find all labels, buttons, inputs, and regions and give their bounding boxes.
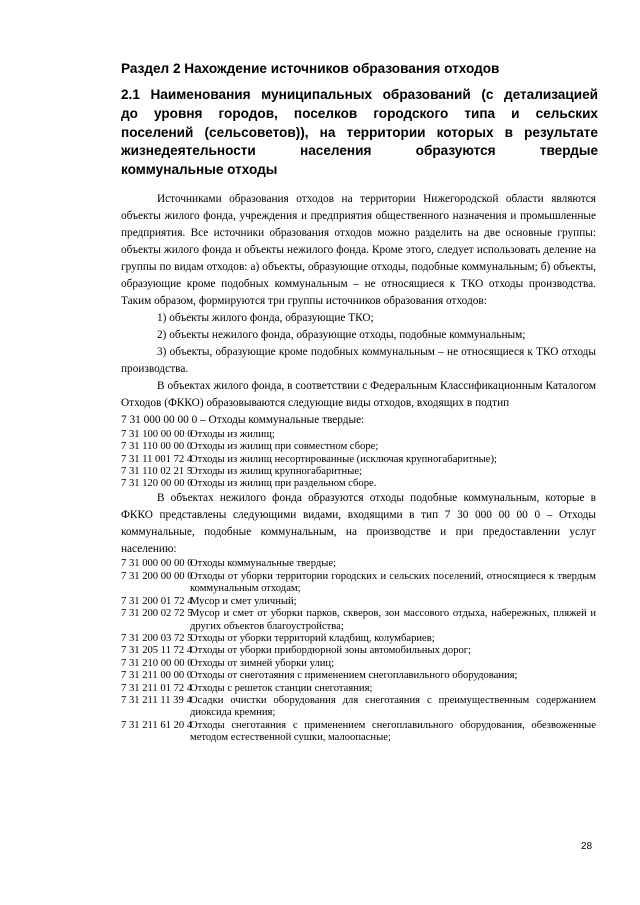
- code-row: [121, 571, 596, 596]
- fkko-code: 7 31 200 02 72 5: [121, 608, 193, 620]
- code-description: Отходы от снеготаяния с применением снегоплавильного оборудования;: [190, 670, 518, 682]
- code-row: [121, 558, 596, 570]
- fkko-code: 7 31 210 00 00 0: [121, 657, 193, 669]
- code-row: [121, 683, 596, 695]
- code-description: Осадки очистки оборудования для снеготаяния с преимущественным содержанием диоксида кремния;: [190, 694, 596, 719]
- code-description: Отходы из жилищ при совместном сборе;: [190, 441, 379, 453]
- paragraph-sources: Источниками образования отходов на территории Нижегородской области являются объекты жилого фонда, учреждения и предприятия общественного назначения и промышленные предприятия. Все источники образования отходов можно разделить на две основные группы: объекты жилого фонда и объекты нежилого фонда. Кроме этого, следует использовать деление на группы по видам отходов: а) объекты, образующие отходы, подобные коммунальным; б) объекты, образующие кроме подобных коммунальным – не относящиеся к ТКО отходы производства. Таким образом, формируются три группы источников образования отходов:: [121, 193, 596, 307]
- section-title: Раздел 2 Нахождение источников образования отходов: [121, 61, 500, 76]
- list-item: 3) объекты, образующие кроме подобных коммунальным – не относящиеся к ТКО отходы производства.: [121, 346, 596, 375]
- code-description: Отходы от зимней уборки улиц;: [190, 657, 335, 669]
- fkko-code: 7 31 11 001 72 4: [121, 453, 193, 465]
- paragraph-residential-tail: 7 31 000 00 00 0 – Отходы коммунальные твердые:: [121, 414, 365, 426]
- code-row: [121, 633, 596, 645]
- code-description: Отходы коммунальные твердые;: [190, 558, 337, 570]
- code-description: Отходы из жилищ крупногабаритные;: [190, 465, 362, 477]
- code-row: [121, 441, 596, 453]
- code-description: Мусор и смет уличный;: [190, 595, 297, 607]
- fkko-code: 7 31 110 00 00 0: [121, 441, 193, 453]
- code-row: [121, 429, 596, 441]
- code-row: [121, 596, 596, 608]
- subsection-line: до уровня городов, поселков городского типа и сельских: [121, 105, 598, 121]
- code-row: [121, 608, 596, 633]
- fkko-code: 7 31 200 01 72 4: [121, 595, 193, 607]
- list-item: 2) объекты нежилого фонда, образующие отходы, подобные коммунальным;: [157, 329, 526, 341]
- fkko-code: 7 31 120 00 00 0: [121, 478, 193, 490]
- code-row: [121, 720, 596, 745]
- code-description: Отходы с решеток станции снеготаяния;: [190, 682, 373, 694]
- fkko-code: 7 31 000 00 00 0: [121, 558, 193, 570]
- list-item: 1) объекты жилого фонда, образующие ТКО;: [157, 312, 374, 324]
- paragraph-residential: В объектах жилого фонда, в соответствии с Федеральным Классификационным Каталогом Отходов (ФККО) образовываются следующие виды отходов, входящих в подтип: [121, 380, 596, 409]
- code-description: Отходы от уборки территорий кладбищ, колумбариев;: [190, 632, 435, 644]
- paragraph-nonresidential: В объектах нежилого фонда образуются отходы подобные коммунальным, которые в ФККО представлены следующими видами, входящими в тип 7 30 000 00 00 0 – Отходы коммунальные, подобные коммунальным, на производстве и при предоставлении услуг населению:: [121, 492, 596, 556]
- code-description: Отходы из жилищ несортированные (исключая крупногабаритные);: [190, 453, 497, 465]
- page-number: 28: [581, 841, 593, 852]
- fkko-code: 7 31 205 11 72 4: [121, 645, 193, 657]
- fkko-code: 7 31 211 01 72 4: [121, 682, 193, 694]
- subsection-line: коммунальные отходы: [121, 162, 278, 178]
- fkko-code: 7 31 100 00 00 0: [121, 429, 193, 440]
- fkko-codes-residential: [121, 429, 596, 490]
- fkko-code: 7 31 211 61 20 4: [121, 719, 193, 731]
- fkko-code: 7 31 200 00 00 0: [121, 570, 193, 582]
- fkko-code: 7 31 200 03 72 5: [121, 632, 193, 644]
- code-row: [121, 466, 596, 478]
- fkko-codes-nonresidential: [121, 558, 596, 744]
- code-description: Отходы из жилищ;: [190, 429, 275, 440]
- code-row: [121, 478, 596, 490]
- code-row: [121, 658, 596, 670]
- code-row: [121, 454, 596, 466]
- code-description: Мусор и смет от уборки парков, скверов, зон массового отдыха, набережных, пляжей и других объектов благоустройства;: [190, 608, 596, 632]
- fkko-code: 7 31 110 02 21 5: [121, 465, 193, 477]
- fkko-code: 7 31 211 00 00 0: [121, 670, 193, 682]
- code-description: Отходы от уборки прибордюрной зоны автомобильных дорог;: [190, 645, 472, 657]
- fkko-code: 7 31 211 11 39 4: [121, 694, 192, 706]
- subsection-line: жизнедеятельности населения образуются твердые: [121, 143, 598, 159]
- subsection-title: [121, 86, 598, 180]
- code-row: [121, 695, 596, 720]
- subsection-line: поселений (сельсоветов)), на территории которых в результате: [121, 124, 598, 140]
- code-description: Отходы снеготаяния с применением снегоплавильного оборудования, обезвоженные методом естественной сушки, малоопасные;: [190, 719, 596, 744]
- subsection-line: 2.1 Наименования муниципальных образований (с детализацией: [121, 87, 598, 102]
- code-row: [121, 670, 596, 682]
- code-row: [121, 645, 596, 657]
- code-description: Отходы от уборки территории городских и сельских поселений, относящиеся к твердым коммунальным отходам;: [190, 570, 596, 595]
- document-body: [121, 191, 596, 745]
- code-description: Отходы из жилищ при раздельном сборе.: [190, 478, 377, 490]
